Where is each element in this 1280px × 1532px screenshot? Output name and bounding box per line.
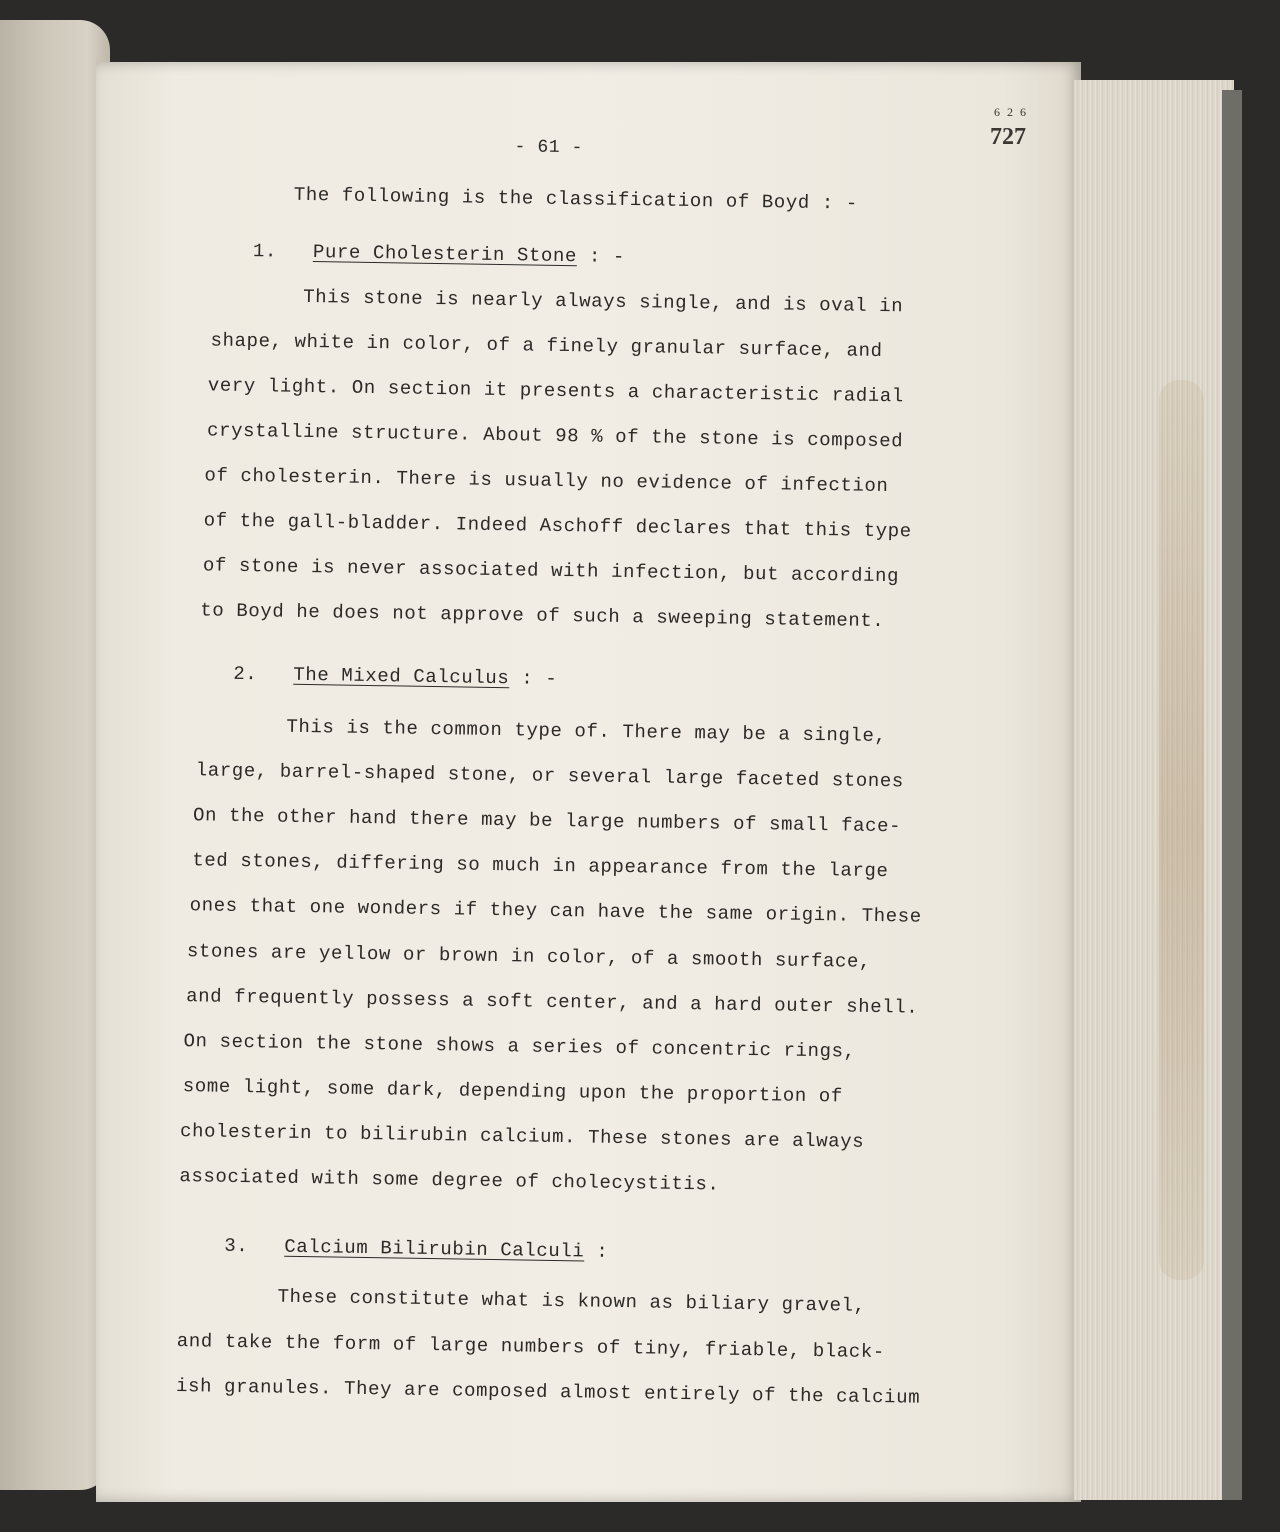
paragraph-line: and frequently possess a soft center, and a hard outer shell. <box>186 985 919 1019</box>
paragraph-line: of the gall-bladder. Indeed Aschoff declares that this type <box>203 509 912 543</box>
section-number: 1. <box>252 240 278 263</box>
paragraph-line: On section the stone shows a series of concentric rings, <box>183 1030 856 1063</box>
section-title: Calcium Bilirubin Calculi <box>284 1235 585 1263</box>
section-number: 2. <box>233 662 258 686</box>
paragraph-line: large, barrel-shaped stone, or several large faceted stones <box>195 759 904 793</box>
section-suffix: : <box>596 1240 609 1263</box>
folio-top-note: 6 2 6 <box>994 105 1028 119</box>
intro-line: The following is the classification of Boyd : - <box>293 183 859 215</box>
paragraph-line: associated with some degree of cholecystitis. <box>179 1165 720 1196</box>
paragraph-line: of cholesterin. There is usually no evidence of infection <box>204 464 889 498</box>
section-title: Pure Cholesterin Stone <box>312 241 578 268</box>
paragraph-line: crystalline structure. About 98 % of the stone is composed <box>206 419 904 453</box>
paragraph-line: These constitute what is known as biliary gravel, <box>277 1285 866 1317</box>
section-suffix: : - <box>521 667 558 690</box>
paragraph-line: ted stones, differing so much in appearance from the large <box>192 849 889 883</box>
page-header: - 61 - <box>514 137 584 159</box>
paragraph-line: some light, some dark, depending upon the proportion of <box>182 1075 844 1108</box>
paragraph-line: ish granules. They are composed almost entirely of the calcium <box>175 1375 921 1409</box>
paragraph-line: to Boyd he does not approve of such a sweeping statement. <box>200 599 885 633</box>
section-number: 3. <box>224 1234 249 1258</box>
section-2-heading <box>233 663 557 690</box>
paragraph-line: This stone is nearly always single, and is oval in <box>303 285 904 318</box>
paragraph-line: and take the form of large numbers of tiny, friable, black- <box>176 1330 886 1364</box>
paragraph-line: cholesterin to bilirubin calcium. These stones are always <box>179 1120 865 1153</box>
section-suffix: : - <box>588 245 626 268</box>
paragraph-line: of stone is never associated with infection, but according <box>202 554 900 588</box>
paragraph-line: shape, white in color, of a finely granular surface, and <box>210 329 883 363</box>
paragraph-line: On the other hand there may be large numbers of small face- <box>192 804 902 838</box>
section-title: The Mixed Calculus <box>293 663 510 690</box>
section-3-heading <box>224 1235 608 1263</box>
paragraph-line: very light. On section it presents a characteristic radial <box>207 374 905 408</box>
paragraph-line: stones are yellow or brown in color, of a smooth surface, <box>186 940 872 973</box>
section-1-heading <box>253 240 625 268</box>
paragraph-line: ones that one wonders if they can have the same origin. These <box>189 894 922 928</box>
paragraph-line: This is the common type of. There may be a single, <box>286 715 887 748</box>
folio-number: 727 <box>990 124 1026 150</box>
